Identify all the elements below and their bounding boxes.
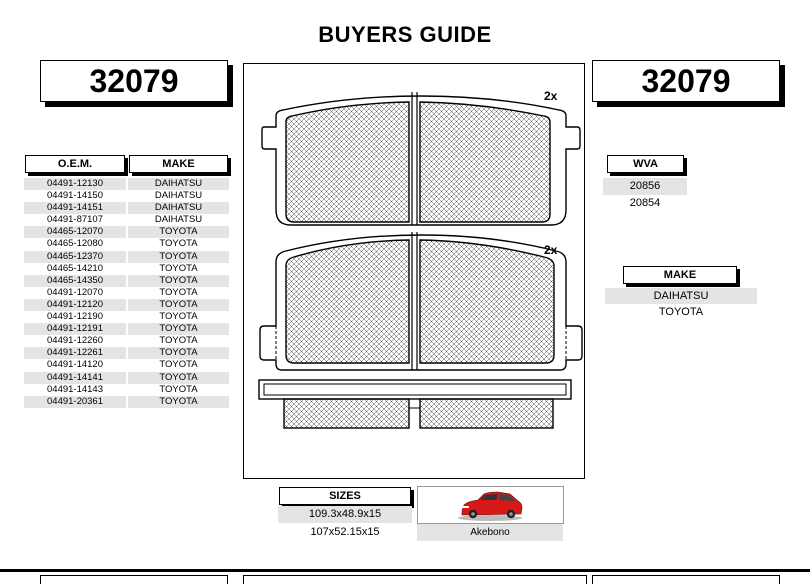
part-number-left: 32079 [40, 60, 228, 102]
oem-make: TOYOTA [128, 299, 229, 311]
oem-column-header: O.E.M. [25, 155, 125, 173]
oem-make: DAIHATSU [154, 214, 203, 226]
oem-make: TOYOTA [128, 251, 229, 263]
make-header: MAKE [623, 266, 737, 284]
oem-number: 04465-14210 [47, 262, 103, 274]
oem-make-list [128, 178, 229, 408]
brand-label: Akebono [417, 524, 563, 541]
brake-pad-drawing [243, 63, 585, 479]
oem-number: 04491-14141 [24, 372, 126, 384]
sizes-header: SIZES [279, 487, 411, 505]
oem-number: 04491-14120 [47, 359, 103, 371]
oem-number: 04465-14350 [24, 275, 126, 287]
side-view-friction-right [420, 399, 553, 428]
oem-make: TOYOTA [128, 347, 229, 359]
wva-number: 20854 [629, 197, 661, 209]
size-value: 109.3x48.9x15 [278, 506, 412, 523]
oem-number: 04491-12190 [47, 311, 103, 323]
side-view-backplate [259, 380, 571, 399]
side-view-friction-left [284, 399, 409, 428]
wva-list [603, 178, 687, 212]
size-value: 107x52.15x15 [310, 526, 380, 538]
oem-make: TOYOTA [159, 238, 198, 250]
brake-pad-diagram [244, 64, 583, 477]
oem-number: 04491-14150 [47, 190, 103, 202]
oem-number: 04491-12130 [24, 178, 126, 190]
wva-header: WVA [607, 155, 684, 173]
oem-make: TOYOTA [128, 396, 229, 408]
make-list [605, 288, 757, 320]
wva-number: 20856 [603, 178, 687, 195]
oem-number: 04491-12191 [24, 323, 126, 335]
oem-make: TOYOTA [159, 335, 198, 347]
qty-label-top: 2x [544, 89, 558, 103]
oem-number-list [24, 178, 126, 408]
oem-make: DAIHATSU [154, 190, 203, 202]
page-title: BUYERS GUIDE [318, 22, 492, 47]
oem-make: TOYOTA [128, 226, 229, 238]
oem-make: TOYOTA [159, 383, 198, 395]
oem-number: 04465-12070 [24, 226, 126, 238]
make-item: DAIHATSU [605, 288, 757, 304]
oem-number: 04491-12261 [24, 347, 126, 359]
oem-make: TOYOTA [159, 262, 198, 274]
oem-number: 04465-12080 [47, 238, 103, 250]
oem-make: TOYOTA [128, 275, 229, 287]
top-pad-friction-right [420, 102, 550, 222]
oem-make: TOYOTA [128, 323, 229, 335]
oem-number: 04491-20361 [24, 396, 126, 408]
bottom-pad-friction-right [420, 240, 554, 363]
oem-make: TOYOTA [159, 286, 198, 298]
oem-number: 04465-12370 [24, 251, 126, 263]
oem-number: 04491-12070 [47, 286, 103, 298]
oem-number: 04491-12260 [47, 335, 103, 347]
make-column-header: MAKE [129, 155, 228, 173]
oem-number: 04491-14143 [47, 383, 103, 395]
divider-line [0, 569, 810, 572]
sizes-list [278, 506, 412, 541]
oem-make: DAIHATSU [128, 202, 229, 214]
oem-number: 04491-12120 [24, 299, 126, 311]
part-number-right: 32079 [592, 60, 780, 102]
qty-label-bottom: 2x [544, 243, 558, 257]
red-car-icon [418, 487, 563, 523]
oem-make: TOYOTA [159, 311, 198, 323]
oem-make: TOYOTA [159, 359, 198, 371]
oem-number: 04491-87107 [47, 214, 103, 226]
vehicle-image-box [417, 486, 564, 524]
oem-make: DAIHATSU [128, 178, 229, 190]
oem-make: TOYOTA [128, 372, 229, 384]
top-pad-friction-left [286, 102, 409, 222]
oem-number: 04491-14151 [24, 202, 126, 214]
make-item: TOYOTA [658, 306, 704, 318]
bottom-pad-friction-left [286, 240, 409, 363]
